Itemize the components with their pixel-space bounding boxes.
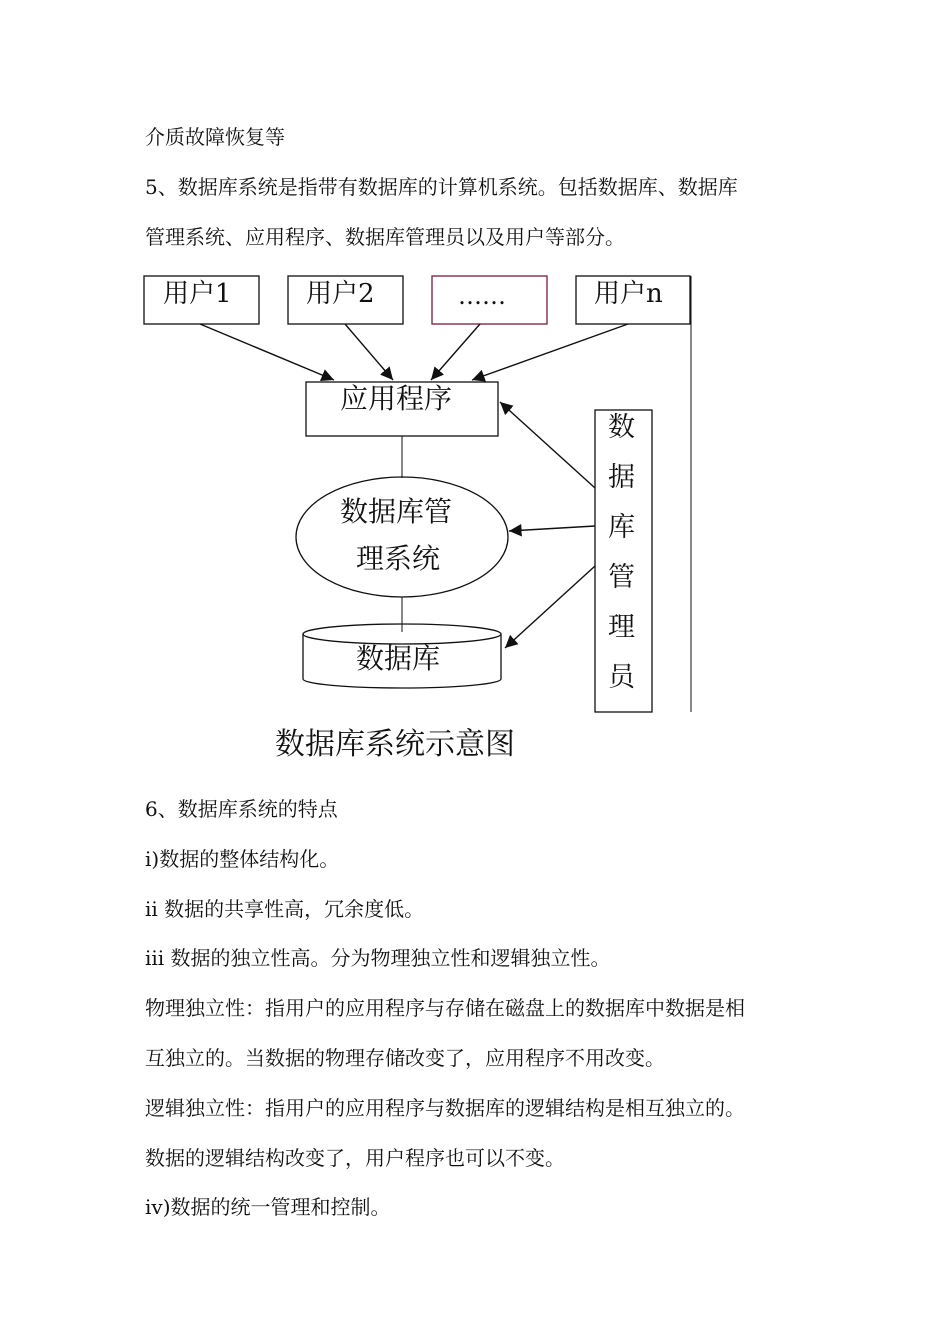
paragraph: 5、数据库系统是指带有数据库的计算机系统。包括数据库、数据库: [145, 175, 738, 199]
paragraph: 数据的逻辑结构改变了，用户程序也可以不变。: [145, 1146, 565, 1170]
dbms-label-line1: 数据库管: [340, 495, 453, 528]
dba-char-3: 库: [608, 512, 635, 543]
arrow-dba-app: [500, 402, 595, 488]
paragraph: 6、数据库系统的特点: [145, 797, 338, 821]
diagram-caption: 数据库系统示意图: [275, 727, 515, 762]
arrow-ellipsis-app: [431, 324, 480, 380]
paragraph: ⅲ 数据的独立性高。分为物理独立性和逻辑独立性。: [145, 946, 611, 970]
dba-char-2: 据: [608, 462, 635, 493]
arrow-dba-dbms: [509, 526, 595, 531]
paragraph: 互独立的。当数据的物理存储改变了，应用程序不用改变。: [145, 1046, 665, 1070]
paragraph: 物理独立性：指用户的应用程序与存储在磁盘上的数据库中数据是相: [145, 996, 745, 1020]
dba-char-6: 员: [608, 662, 635, 693]
arrow-user2-app: [345, 324, 393, 380]
arrow-dba-db: [505, 566, 595, 648]
ellipsis-label: ……: [458, 282, 506, 310]
user-n-label: 用户n: [594, 279, 663, 309]
application-label: 应用程序: [340, 382, 453, 415]
paragraph: 介质故障恢复等: [145, 125, 285, 149]
arrow-user1-app: [200, 324, 334, 380]
arrow-usern-app: [472, 324, 628, 380]
database-label: 数据库: [356, 642, 441, 675]
paragraph: 逻辑独立性：指用户的应用程序与数据库的逻辑结构是相互独立的。: [145, 1096, 745, 1120]
dbms-label-line2: 理系统: [356, 542, 441, 575]
paragraph: 管理系统、应用程序、数据库管理员以及用户等部分。: [145, 225, 625, 249]
dba-char-1: 数: [608, 412, 635, 443]
paragraph: ⅰ)数据的整体结构化。: [145, 847, 340, 871]
paragraph: ⅱ 数据的共享性高，冗余度低。: [145, 897, 425, 921]
dba-char-4: 管: [608, 562, 635, 593]
user-2-label: 用户2: [306, 279, 375, 309]
paragraph: ⅳ)数据的统一管理和控制。: [145, 1195, 391, 1219]
dba-char-5: 理: [608, 612, 635, 643]
user-1-label: 用户1: [163, 279, 232, 309]
